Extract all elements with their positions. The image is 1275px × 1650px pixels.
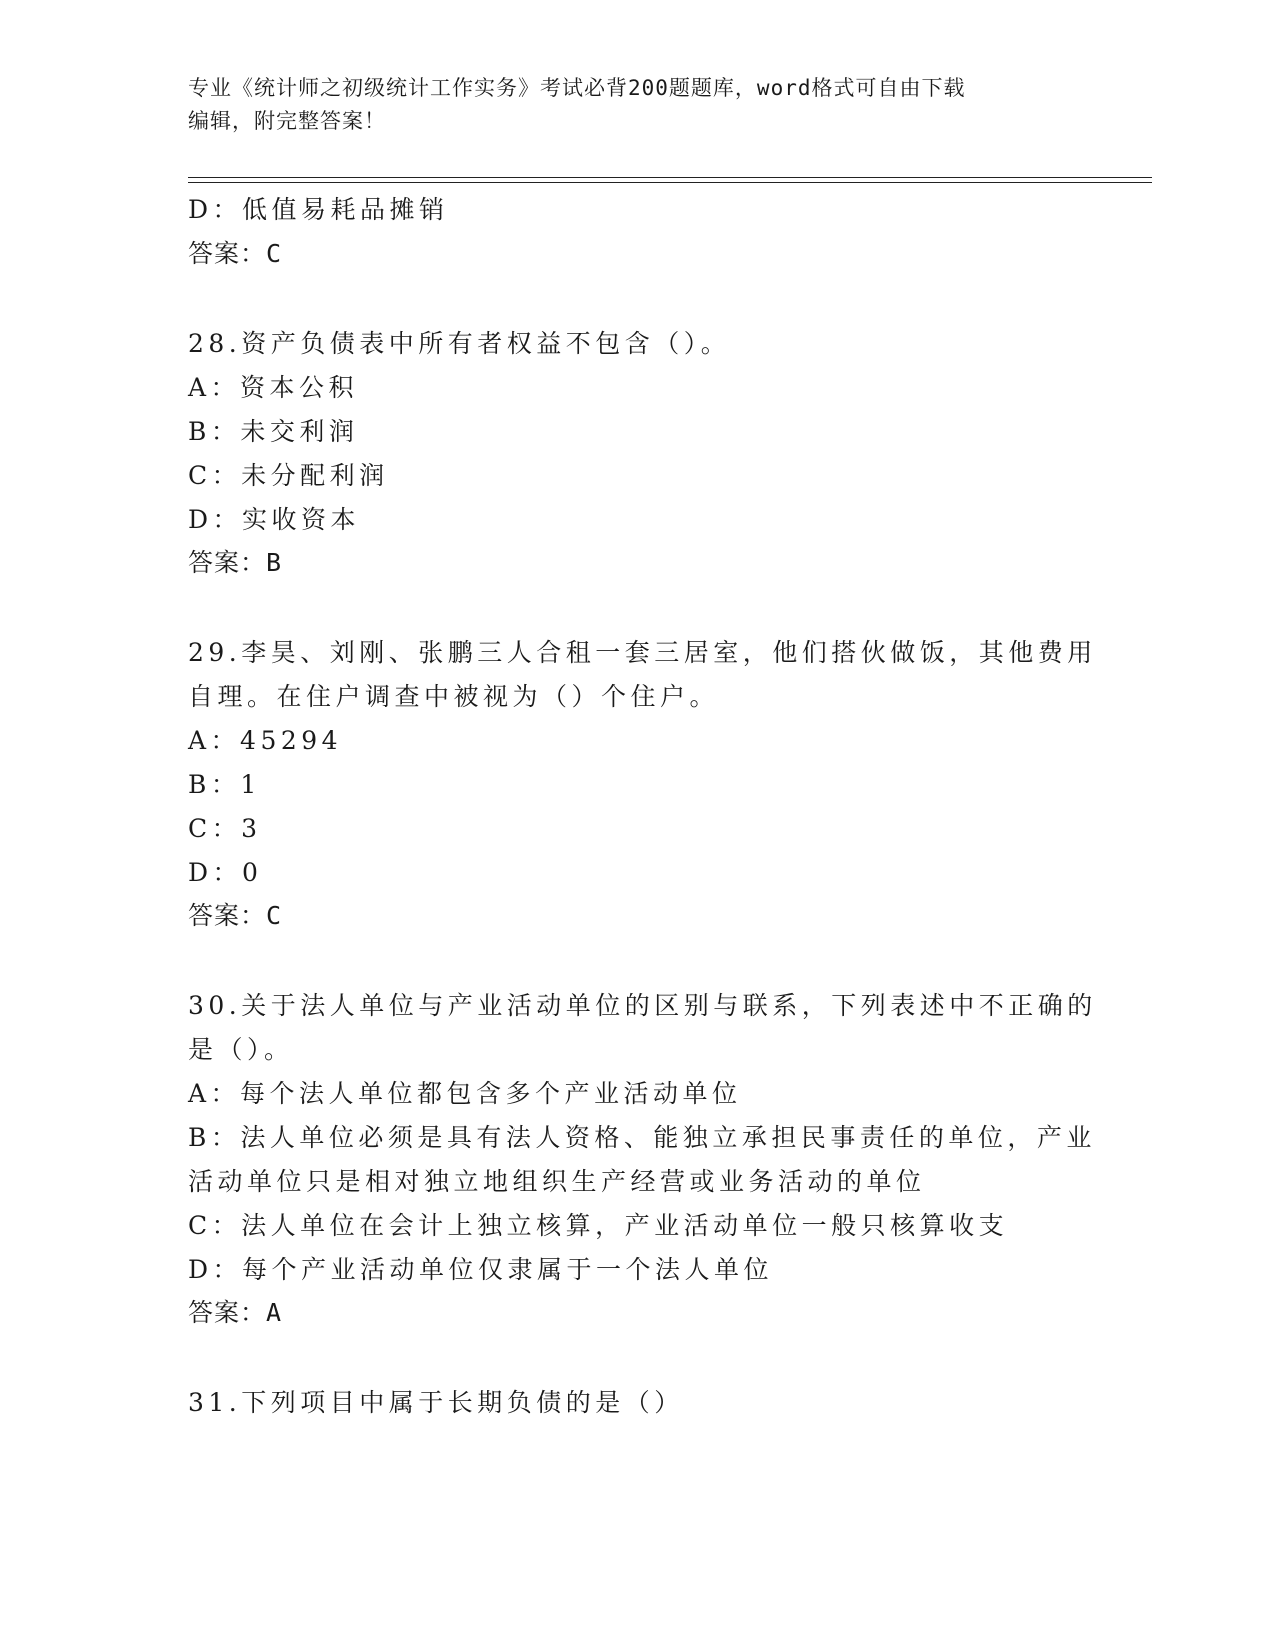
q28-option-c: C：未分配利润 (188, 461, 389, 490)
header-line-2: 编辑，附完整答案！ (188, 109, 386, 133)
q29-stem-line-1: 29.李昊、刘刚、张鹏三人合租一套三居室，他们搭伙做饭，其他费用 (188, 638, 1097, 667)
q31-stem: 31.下列项目中属于长期负债的是（） (188, 1388, 684, 1417)
q29-option-b: B：1 (188, 770, 261, 799)
q30-answer: 答案：A (188, 1298, 283, 1327)
q30-option-c: C：法人单位在会计上独立核算，产业活动单位一般只核算收支 (188, 1211, 1009, 1240)
q28-option-d: D：实收资本 (188, 505, 361, 534)
q28-stem: 28.资产负债表中所有者权益不包含（）。 (188, 329, 731, 358)
q30-stem-line-2: 是（）。 (188, 1035, 294, 1064)
q30-option-a: A：每个法人单位都包含多个产业活动单位 (188, 1079, 742, 1108)
q30-option-b-line-2: 活动单位只是相对独立地组织生产经营或业务活动的单位 (188, 1167, 926, 1196)
q29-answer: 答案：C (188, 901, 283, 930)
header-divider-thick (188, 177, 1152, 178)
q30-option-d: D：每个产业活动单位仅隶属于一个法人单位 (188, 1255, 774, 1284)
header-divider-thin (188, 182, 1152, 183)
q28-option-a: A：资本公积 (188, 373, 359, 402)
q29-option-a: A：45294 (188, 726, 343, 755)
document-header (188, 72, 1068, 138)
q27-answer: 答案：C (188, 239, 283, 268)
q28-answer: 答案：B (188, 548, 283, 577)
q30-option-b-line-1: B：法人单位必须是具有法人资格、能独立承担民事责任的单位，产业 (188, 1123, 1096, 1152)
q29-option-d: D：0 (188, 858, 263, 887)
q29-option-c: C：3 (188, 814, 262, 843)
q30-stem-line-1: 30.关于法人单位与产业活动单位的区别与联系，下列表述中不正确的 (188, 991, 1097, 1020)
q29-stem-line-2: 自理。在住户调查中被视为（）个住户。 (188, 682, 720, 711)
q28-option-b: B：未交利润 (188, 417, 359, 446)
q27-option-d: D：低值易耗品摊销 (188, 195, 449, 224)
header-line-1: 专业《统计师之初级统计工作实务》考试必背200题题库，word格式可自由下载 (188, 76, 966, 100)
